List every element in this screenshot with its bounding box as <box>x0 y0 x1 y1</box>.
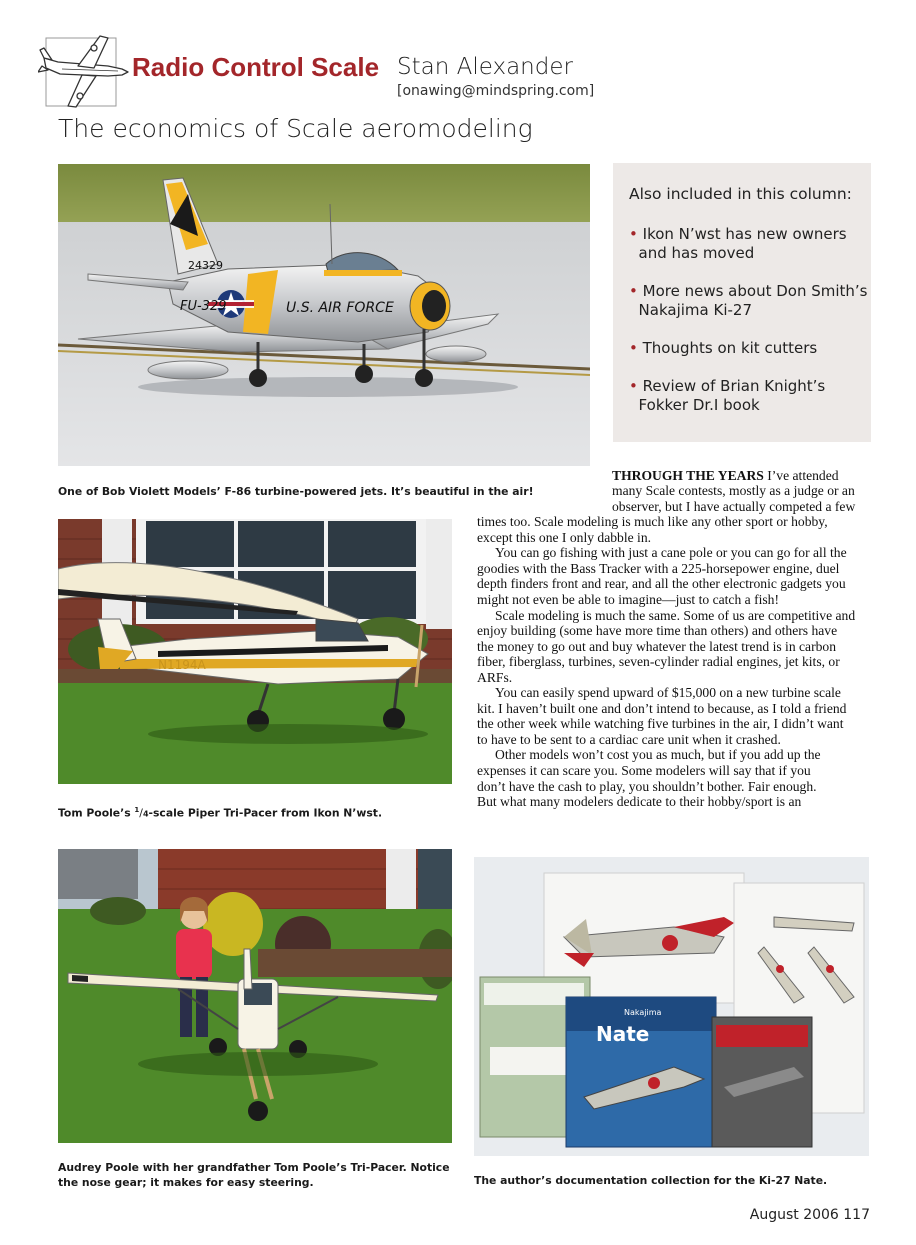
article-headline: The economics of Scale aeromodeling <box>58 114 533 143</box>
body-text-line: goodies with the Bass Tracker with a 225-horsepower engine, duel <box>477 561 840 576</box>
body-text-line: ARFs. <box>477 670 513 685</box>
body-text-line: observer, but I have actually competed a few <box>612 499 856 514</box>
sidebar-item-text: Review of Brian Knight’s <box>642 377 826 395</box>
author-name: Stan Alexander <box>397 54 573 80</box>
photo-tri-pacer <box>58 519 452 784</box>
caption-books: The author’s documentation collection for the Ki-27 Nate. <box>474 1174 828 1187</box>
body-text-line: might not even be able to imagine—just to catch a fish! <box>477 592 780 607</box>
sidebar-item-text: Ikon N’wst has new owners <box>642 225 847 243</box>
sidebar-also-included <box>613 163 871 442</box>
sidebar-item <box>629 225 847 263</box>
caption-text: Tom Poole’s <box>58 806 135 820</box>
body-text-line: expenses it can scare you. Some modelers will say that if you <box>477 763 811 778</box>
body-text-line: Scale modeling is much the same. Some of us are competitive and <box>495 608 856 623</box>
sidebar-item <box>629 339 817 358</box>
sidebar-title: Also included in this column: <box>629 185 852 203</box>
body-text-line: fiber, fiberglass, turbines, seven-cylinder radial engines, jet kits, or <box>477 654 840 669</box>
sidebar-item-text: More news about Don Smith’s <box>642 282 868 300</box>
bullet-icon: • <box>629 282 638 300</box>
sidebar-item-text: Fokker Dr.I book <box>638 396 760 414</box>
body-text-line: kit. I haven’t built one and don’t intend to because, as I told a friend <box>477 701 847 716</box>
body-text-line: enjoy building (some have more time than others) and others have <box>477 623 838 638</box>
book-title: Nate <box>596 1022 650 1046</box>
fraction-numerator: 1 <box>134 806 140 814</box>
body-text-line: the money to go out and buy whatever the latest trend is in carbon <box>477 639 837 654</box>
author-email: [onawing@mindspring.com] <box>397 83 595 99</box>
tripacer-registration: N1194A <box>158 658 206 672</box>
body-text-line: You can go fishing with just a cane pole or you can go for all the <box>495 545 847 560</box>
body-text-line: don’t have the cash to play, you shouldn’t bother. Fair enough. <box>477 779 817 794</box>
photo-audrey-tripacer <box>58 849 452 1143</box>
body-text-line: You can easily spend upward of $15,000 on a new turbine scale <box>495 685 841 700</box>
caption-text: -scale Piper Tri-Pacer from Ikon N’wst. <box>148 806 383 820</box>
body-text-line: many Scale contests, mostly as a judge or an <box>612 483 855 498</box>
column-logo <box>38 32 130 110</box>
sidebar-item <box>629 377 825 415</box>
bullet-icon: • <box>629 225 638 243</box>
body-text-line: Other models won’t cost you as much, but if you add up the <box>495 747 821 762</box>
bullet-icon: • <box>629 377 638 395</box>
photo-ki27-documentation <box>474 857 869 1156</box>
body-text-line: depth finders front and rear, and all the other electronic gadgets you <box>477 576 846 591</box>
jet-nose-code: FU-329 <box>180 299 227 314</box>
caption-jet: One of Bob Violett Models’ F-86 turbine-powered jets. It’s beautiful in the air! <box>58 485 534 498</box>
lead-in: THROUGH THE YEARS <box>612 468 764 483</box>
body-text-line: But what many modelers dedicate to their hobby/sport is an <box>477 794 802 809</box>
jet-tail-number: 24329 <box>188 259 223 272</box>
sidebar-item-text: and has moved <box>638 244 755 262</box>
caption-text: Audrey Poole with her grandfather Tom Poole’s Tri-Pacer. Notice <box>58 1161 450 1174</box>
caption-tripacer: Tom Poole’s $^1$/4-scale Piper Tri-Pacer from Ikon N’wst. <box>58 806 383 820</box>
jet-fuselage-marking: U.S. AIR FORCE <box>286 300 394 316</box>
sidebar-item-text: Thoughts on kit cutters <box>642 339 818 357</box>
sidebar-item <box>629 282 868 320</box>
body-text-line: the other week while watching five turbines in the air, I didn’t want <box>477 716 844 731</box>
sidebar-item-text: Nakajima Ki-27 <box>638 301 752 319</box>
book-series-label: Nakajima <box>624 1008 662 1017</box>
page-footer: August 2006 117 <box>749 1207 870 1223</box>
caption-audrey <box>58 1160 450 1190</box>
body-text-line: except this one I only dabble in. <box>477 530 652 545</box>
photo-f86-jet <box>58 164 590 466</box>
body-text-line: times too. Scale modeling is much like any other sport or hobby, <box>477 514 828 529</box>
body-text-line: to have to be sent to a cardiac care unit when it crashed. <box>477 732 781 747</box>
fraction-denominator: 4 <box>142 809 149 819</box>
column-title: Radio Control Scale <box>132 52 380 82</box>
bullet-icon: • <box>629 339 638 357</box>
body-text-line: THROUGH THE YEARS I’ve attended <box>612 468 839 483</box>
caption-text: the nose gear; it makes for easy steering. <box>58 1176 314 1189</box>
